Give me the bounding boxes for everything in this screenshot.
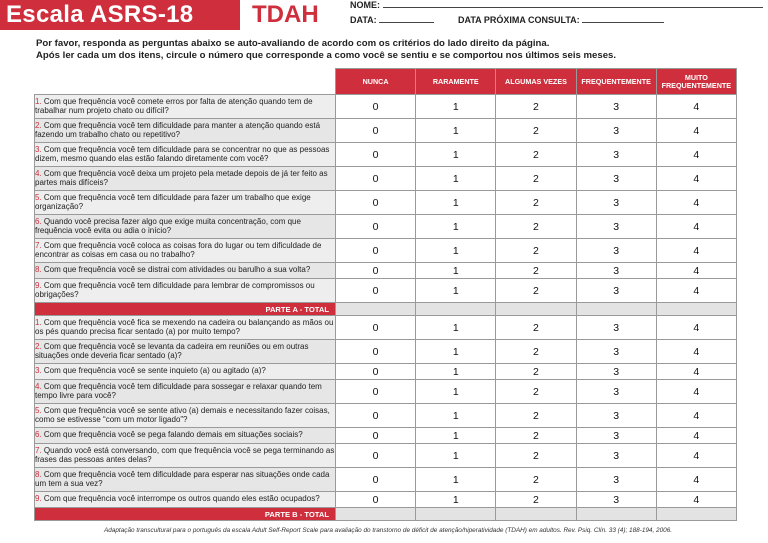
score-option[interactable]: 3 — [576, 263, 656, 279]
instruction-line-1: Por favor, responda as perguntas abaixo se auto-avaliando de acordo com os critérios do lado direito da página. — [36, 38, 550, 49]
score-option[interactable]: 0 — [336, 167, 416, 191]
part-b-total-body — [35, 508, 737, 521]
score-option[interactable]: 3 — [576, 380, 656, 404]
question-number: 4. — [35, 168, 42, 178]
score-option[interactable]: 2 — [496, 380, 576, 404]
question-row — [35, 428, 737, 444]
score-option[interactable]: 0 — [336, 279, 416, 303]
score-option[interactable]: 2 — [496, 239, 576, 263]
score-option[interactable]: 0 — [336, 239, 416, 263]
score-option[interactable]: 4 — [656, 340, 736, 364]
score-option[interactable]: 2 — [496, 279, 576, 303]
question-text-cell — [35, 492, 336, 508]
col-header-frequentemente: FREQUENTEMENTE — [576, 69, 656, 95]
score-option[interactable]: 1 — [416, 316, 496, 340]
score-option[interactable]: 2 — [496, 191, 576, 215]
col-header-nunca: NUNCA — [336, 69, 416, 95]
score-option[interactable]: 4 — [656, 239, 736, 263]
score-option[interactable]: 4 — [656, 444, 736, 468]
score-option[interactable]: 3 — [576, 404, 656, 428]
question-number: 1. — [35, 96, 42, 106]
question-number: 4. — [35, 381, 42, 391]
score-option[interactable]: 0 — [336, 215, 416, 239]
question-number: 9. — [35, 494, 42, 504]
question-text: Com que frequência você tem dificuldade para lembrar de compromissos ou obrigações? — [35, 280, 315, 299]
question-text-cell — [35, 263, 336, 279]
total-cell[interactable] — [496, 303, 576, 316]
question-number: 8. — [35, 265, 42, 275]
date-field — [350, 13, 434, 25]
score-option[interactable]: 3 — [576, 215, 656, 239]
question-number: 6. — [35, 430, 42, 440]
score-option[interactable]: 4 — [656, 143, 736, 167]
col-header-algumas-vezes: ALGUMAS VEZES — [496, 69, 576, 95]
score-option[interactable]: 1 — [416, 428, 496, 444]
scale-subtitle: TDAH — [252, 1, 319, 28]
total-cell[interactable] — [336, 508, 416, 521]
score-option[interactable]: 0 — [336, 263, 416, 279]
score-option[interactable]: 1 — [416, 119, 496, 143]
score-option[interactable]: 1 — [416, 215, 496, 239]
score-option[interactable]: 2 — [496, 143, 576, 167]
score-option[interactable]: 2 — [496, 340, 576, 364]
question-row — [35, 263, 737, 279]
total-cell[interactable] — [656, 508, 736, 521]
score-option[interactable]: 2 — [496, 316, 576, 340]
question-text: Com que frequência você se sente ativo (a) demais e necessitando fazer coisas, como se estivesse “com um motor ligado”? — [35, 405, 330, 424]
col-header-raramente: RARAMENTE — [416, 69, 496, 95]
date-line[interactable] — [379, 13, 434, 23]
footnote: Adaptação transcultural para o português da escala Adult Self-Report Scale para avaliação do transtorno de déficit de atenção/hiperatividade (TDAH) em adultos. Rev. Psiq. Clín. 33 (4); 188-194, 2006. — [104, 527, 673, 534]
instruction-line-2: Após ler cada um dos itens, circule o número que corresponde a como você se sentiu e se comportou nos últimos seis meses. — [36, 50, 617, 61]
score-option[interactable]: 3 — [576, 239, 656, 263]
score-option[interactable]: 2 — [496, 364, 576, 380]
total-cell[interactable] — [416, 508, 496, 521]
score-option[interactable]: 4 — [656, 191, 736, 215]
score-option[interactable]: 1 — [416, 143, 496, 167]
question-row — [35, 215, 737, 239]
total-cell[interactable] — [576, 508, 656, 521]
question-row — [35, 119, 737, 143]
score-option[interactable]: 4 — [656, 364, 736, 380]
question-text: Quando você precisa fazer algo que exige muita concentração, com que frequência você evita ou adia o início? — [35, 216, 301, 235]
question-text-cell — [35, 380, 336, 404]
question-number: 8. — [35, 469, 42, 479]
question-text-cell — [35, 167, 336, 191]
score-option[interactable]: 2 — [496, 95, 576, 119]
score-option[interactable]: 4 — [656, 95, 736, 119]
score-option[interactable]: 4 — [656, 404, 736, 428]
score-option[interactable]: 1 — [416, 492, 496, 508]
name-line[interactable] — [383, 0, 763, 8]
score-option[interactable]: 1 — [416, 191, 496, 215]
score-option[interactable]: 0 — [336, 468, 416, 492]
score-option[interactable]: 0 — [336, 492, 416, 508]
question-number: 6. — [35, 216, 42, 226]
question-row — [35, 143, 737, 167]
score-option[interactable]: 1 — [416, 95, 496, 119]
score-option[interactable]: 3 — [576, 167, 656, 191]
question-text: Com que frequência você deixa um projeto pela metade depois de já ter feito as partes mais difíceis? — [35, 168, 328, 187]
question-row — [35, 380, 737, 404]
question-text-cell — [35, 444, 336, 468]
next-consult-line[interactable] — [582, 13, 664, 23]
score-option[interactable]: 4 — [656, 119, 736, 143]
part-b-total-label: PARTE B - TOTAL — [35, 508, 336, 521]
question-number: 1. — [35, 317, 42, 327]
score-option[interactable]: 3 — [576, 119, 656, 143]
question-text: Com que frequência você se levanta da cadeira em reuniões ou em outras situações onde deveria ficar sentado (a)? — [35, 341, 309, 360]
question-row — [35, 492, 737, 508]
total-cell[interactable] — [656, 303, 736, 316]
total-cell[interactable] — [496, 508, 576, 521]
score-option[interactable]: 2 — [496, 428, 576, 444]
score-option[interactable]: 4 — [656, 428, 736, 444]
question-text-cell — [35, 119, 336, 143]
question-text: Com que frequência você coloca as coisas fora do lugar ou tem dificuldade de encontrar as coisas em casa ou no trabalho? — [35, 240, 322, 259]
question-row — [35, 340, 737, 364]
score-option[interactable]: 4 — [656, 468, 736, 492]
score-option[interactable]: 2 — [496, 444, 576, 468]
total-cell[interactable] — [576, 303, 656, 316]
score-option[interactable]: 2 — [496, 404, 576, 428]
score-option[interactable]: 0 — [336, 404, 416, 428]
score-option[interactable]: 3 — [576, 279, 656, 303]
question-row — [35, 404, 737, 428]
score-option[interactable]: 2 — [496, 263, 576, 279]
score-option[interactable]: 0 — [336, 444, 416, 468]
score-option[interactable]: 2 — [496, 492, 576, 508]
name-label: NOME: — [350, 0, 380, 10]
question-text: Com que frequência você fica se mexendo na cadeira ou balançando as mãos ou os pés quando precisa ficar sentado (a) por muito tempo? — [35, 317, 334, 336]
question-text: Com que frequência você tem dificuldade para fazer um trabalho que exige organização? — [35, 192, 311, 211]
score-option[interactable]: 0 — [336, 340, 416, 364]
question-number: 3. — [35, 366, 42, 376]
question-number: 2. — [35, 120, 42, 130]
header-blank — [35, 69, 336, 95]
score-option[interactable]: 3 — [576, 95, 656, 119]
score-option[interactable]: 2 — [496, 215, 576, 239]
question-text-cell — [35, 95, 336, 119]
question-row — [35, 167, 737, 191]
name-field — [350, 0, 763, 10]
score-option[interactable]: 0 — [336, 95, 416, 119]
question-text-cell — [35, 316, 336, 340]
question-number: 5. — [35, 192, 42, 202]
question-number: 9. — [35, 280, 42, 290]
question-row — [35, 95, 737, 119]
question-text: Com que frequência você se sente inquieto (a) ou agitado (a)? — [43, 366, 266, 376]
question-text: Quando você está conversando, com que frequência você se pega terminando as frases das pessoas antes delas? — [35, 445, 335, 464]
score-option[interactable]: 3 — [576, 143, 656, 167]
question-text: Com que frequência você interrompe os outros quando eles estão ocupados? — [43, 494, 320, 504]
question-row — [35, 279, 737, 303]
question-text-cell — [35, 239, 336, 263]
question-text: Com que frequência você tem dificuldade para sossegar e relaxar quando tem tempo livre para você? — [35, 381, 322, 400]
date-label: DATA: — [350, 15, 377, 25]
score-option[interactable]: 4 — [656, 215, 736, 239]
score-option[interactable]: 0 — [336, 119, 416, 143]
question-text: Com que frequência você comete erros por falta de atenção quando tem de trabalhar num projeto chato ou difícil? — [35, 96, 313, 115]
next-consult-field — [458, 13, 664, 25]
score-option[interactable]: 0 — [336, 191, 416, 215]
part-a-total-label: PARTE A - TOTAL — [35, 303, 336, 316]
question-text-cell — [35, 404, 336, 428]
score-option[interactable]: 4 — [656, 263, 736, 279]
score-option[interactable]: 3 — [576, 492, 656, 508]
score-option[interactable]: 1 — [416, 263, 496, 279]
score-option[interactable]: 0 — [336, 316, 416, 340]
score-option[interactable]: 4 — [656, 316, 736, 340]
score-option[interactable]: 1 — [416, 364, 496, 380]
col-header-muito-frequentemente: MUITO FREQUENTEMENTE — [656, 69, 736, 95]
score-option[interactable]: 4 — [656, 380, 736, 404]
question-number: 3. — [35, 144, 42, 154]
score-option[interactable]: 4 — [656, 492, 736, 508]
part-a-body — [35, 95, 737, 303]
score-option[interactable]: 1 — [416, 468, 496, 492]
score-option[interactable]: 1 — [416, 340, 496, 364]
question-row — [35, 191, 737, 215]
score-option[interactable]: 1 — [416, 444, 496, 468]
score-option[interactable]: 1 — [416, 404, 496, 428]
score-option[interactable]: 3 — [576, 364, 656, 380]
question-text-cell — [35, 468, 336, 492]
score-option[interactable]: 3 — [576, 340, 656, 364]
question-text: Com que frequência você se distrai com atividades ou barulho a sua volta? — [43, 265, 311, 275]
question-text-cell — [35, 340, 336, 364]
score-option[interactable]: 4 — [656, 167, 736, 191]
score-option[interactable]: 3 — [576, 444, 656, 468]
question-number: 7. — [35, 240, 42, 250]
score-option[interactable]: 1 — [416, 279, 496, 303]
part-b-body — [35, 316, 737, 508]
score-option[interactable]: 3 — [576, 316, 656, 340]
asrs-table — [34, 68, 737, 521]
question-row — [35, 239, 737, 263]
question-text: Com que frequência você tem dificuldade para esperar nas situações onde cada um tem a sua vez? — [35, 469, 330, 488]
part-a-total-row — [35, 303, 737, 316]
question-row — [35, 444, 737, 468]
question-text: Com que frequência você tem dificuldade para manter a atenção quando está fazendo um trabalho chato ou repetitivo? — [35, 120, 321, 139]
score-option[interactable]: 0 — [336, 364, 416, 380]
question-row — [35, 316, 737, 340]
score-option[interactable]: 3 — [576, 428, 656, 444]
question-text-cell — [35, 279, 336, 303]
score-option[interactable]: 3 — [576, 468, 656, 492]
part-a-total-body — [35, 303, 737, 316]
next-consult-label: DATA PRÓXIMA CONSULTA: — [458, 15, 580, 25]
score-option[interactable]: 1 — [416, 167, 496, 191]
question-row — [35, 468, 737, 492]
score-option[interactable]: 1 — [416, 380, 496, 404]
score-option[interactable]: 0 — [336, 143, 416, 167]
score-option[interactable]: 1 — [416, 239, 496, 263]
question-row — [35, 364, 737, 380]
question-text-cell — [35, 143, 336, 167]
scale-title: Escala ASRS-18 — [0, 0, 240, 30]
score-option[interactable]: 2 — [496, 167, 576, 191]
question-number: 5. — [35, 405, 42, 415]
question-text: Com que frequência você se pega falando demais em situações sociais? — [43, 430, 303, 440]
score-option[interactable]: 2 — [496, 119, 576, 143]
score-option[interactable]: 3 — [576, 191, 656, 215]
score-option[interactable]: 0 — [336, 380, 416, 404]
question-text-cell — [35, 364, 336, 380]
total-cell[interactable] — [336, 303, 416, 316]
question-number: 2. — [35, 341, 42, 351]
question-number: 7. — [35, 445, 42, 455]
score-option[interactable]: 4 — [656, 279, 736, 303]
question-text-cell — [35, 428, 336, 444]
score-option[interactable]: 0 — [336, 428, 416, 444]
instructions — [36, 38, 616, 62]
part-b-total-row — [35, 508, 737, 521]
score-option[interactable]: 2 — [496, 468, 576, 492]
total-cell[interactable] — [416, 303, 496, 316]
question-text: Com que frequência você tem dificuldade para se concentrar no que as pessoas dizem, mesmo quando elas estão falando diretamente com você? — [35, 144, 330, 163]
question-text-cell — [35, 215, 336, 239]
question-text-cell — [35, 191, 336, 215]
header-row — [35, 69, 737, 95]
